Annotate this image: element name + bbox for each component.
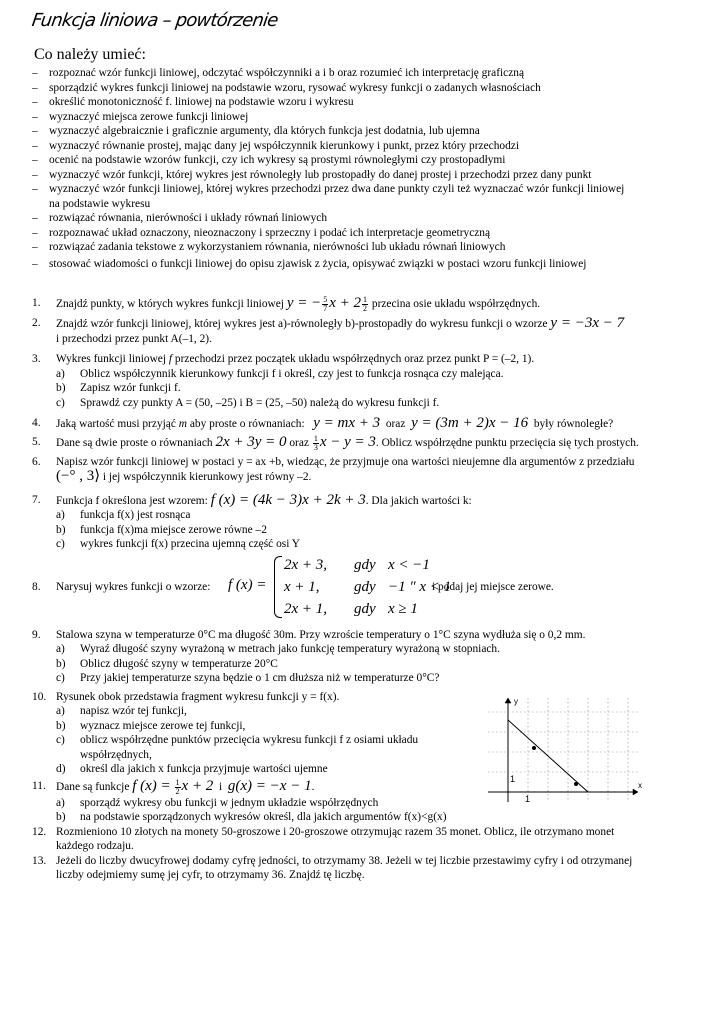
subtask: a) sporządź wykresy obu funkcji w jednym układzie współrzędnych (56, 796, 379, 809)
subtask: b) Zapisz wzór funkcji f. (56, 382, 181, 394)
subtask: współrzędnych, (80, 748, 152, 761)
task-9: 9. Stalowa szyna w temperaturze 0°C ma długość 30m. Przy wzroście temperatury o 1°C szyna wydłuża się o 0,2 mm. a) Wyraź długość szyny wyrażoną w metrach jako funkcję temperatury wyrażoną w stopniach. b) Oblicz długość szyny w temperaturze 20°C c) Przy jakiej temperaturze szyna będzie o 1 cm dłuższa niż w temperaturze 0°C? (32, 628, 692, 686)
x-tick-label: 1 (525, 794, 531, 804)
x-axis-label: x (638, 781, 642, 790)
subtask: d) określ dla jakich x funkcja przyjmuje wartości ujemne (56, 763, 328, 775)
task-3: 3. Wykres funkcji liniowej f przechodzi przez początek układu współrzędnych oraz przez punkt P = (–2, 1). a) Oblicz współczynnik kierunkowy funkcji f i określ, czy jest to funkcja rosnąca czy malejąca. b) Zapisz wzór funkcji f. c) Sprawdź czy punkty A = (50, –25) i B = (25, –50) należą do wykresu funkcji f. (32, 352, 692, 410)
task-12: 12. Rozmieniono 10 złotych na monety 50-groszowe i 20-groszowe otrzymując razem 35 monet. Oblicz, ile otrzymano monet każdego rodzaju. (32, 825, 615, 852)
skills-heading: Co należy umieć: (34, 46, 146, 63)
task-6: 6. Napisz wzór funkcji liniowej w postaci y = ax +b, wiedząc, że przyjmuje ona wartości nieujemne dla argumentów z przedziału (−° , 3⟩ i jej współczynnik kierunkowy jest równy –2. (32, 455, 635, 484)
subtask: a) Oblicz współczynnik kierunkowy funkcji f i określ, czy jest to funkcja rosnąca czy malejąca. (56, 367, 504, 380)
task-11: 11. Dane są funkcje f (x) = $\frac{1}{2}$ x + 2 i g(x) = −x − 1. a) sporządź wykresy obu funkcji w jednym układzie współrzędnych b) na podstawie sporządzonych wykresów określ, dla jakich argumentów f(x)<g(x) (32, 779, 692, 825)
y-axis-label: y (514, 697, 518, 706)
skill-item: – określić monotoniczność f. liniowej na podstawie wzoru i wykresu (32, 96, 354, 108)
skill-item: – sporządzić wykres funkcji liniowej na podstawie wzoru, rysować wykresy funkcji o zadanych własnościach (32, 81, 541, 94)
graph-point (532, 746, 536, 750)
subtask: a) napisz wzór tej funkcji, (56, 705, 187, 717)
skill-item: – rozwiązać zadania tekstowe z wykorzystaniem równania, nierówności lub układu równań liniowych (32, 241, 506, 253)
subtask: b) funkcja f(x)ma miejsce zerowe równe –2 (56, 523, 267, 536)
subtask: c) wykres funkcji f(x) przecina ujemną część osi Y (56, 538, 301, 550)
skill-item: – wyznaczyć algebraicznie i graficznie argumenty, dla których funkcja jest dodatnia, lub ujemna (32, 125, 480, 137)
task-7: 7. Funkcja f określona jest wzorem: f (x) = (4k − 3)x + 2k + 3. Dla jakich wartości k: a) funkcja f(x) jest rosnąca b) funkcja f(x)ma miejsce zerowe równe –2 c) wykres funkcji f(x) przecina ujemną część osi Y (32, 493, 692, 552)
y-tick-label: 1 (510, 774, 516, 784)
subtask: c) Przy jakiej temperaturze szyna będzie o 1 cm dłuższa niż w temperaturze 0°C? (56, 672, 440, 684)
skill-item: – wyznaczyć miejsca zerowe funkcji liniowej (32, 110, 249, 123)
task-1: 1. Znajdź punkty, w których wykres funkcji liniowej y = − $\frac{5}{7}$ x + 2 $\frac{1}{2}$ przecina osie układu współrzędnych. (32, 295, 541, 313)
skill-item: – rozwiązać równania, nierówności i układy równań liniowych (32, 212, 328, 224)
task-8: 8. Narysuj wykres funkcji o wzorze: f (x) = 2x + 3, gdy x < −1 x + 1, gdy −1 ″ x < 1 2x + 1, gdy x ≥ 1 i podaj jej miejsce zerowe. (32, 554, 692, 622)
subtask: b) Oblicz długość szyny w temperaturze 20°C (56, 657, 278, 670)
piecewise-cases: 2x + 3, gdy x < −1 x + 1, gdy −1 ″ x < 1 2x + 1, gdy x ≥ 1 (274, 554, 451, 620)
task-4: 4. Jaką wartość musi przyjąć m aby proste o równaniach: y = mx + 3 oraz y = (3m + 2)x − 16 były równoległe? (32, 415, 614, 431)
subtask: c) oblicz współrzędne punktów przecięcia wykresu funkcji f z osiami układu (56, 734, 419, 746)
task-5: 5. Dane są dwie proste o równaniach 2x + 3y = 0 oraz $\frac{1}{3}$ x − y = 3. Oblicz współrzędne punktu przecięcia się tych prostych. (32, 433, 639, 452)
task-10: 10. Rysunek obok przedstawia fragment wykresu funkcji y = f(x). a) napisz wzór tej funkcji, b) wyznacz miejsce zerowe tej funkcji, c) oblicz współrzędne punktów przecięcia wykresu funkcji f z osiami układu współrzędnych, d) określ dla jakich x funkcja przyjmuje wartości ujemne (32, 690, 692, 777)
graph-point (574, 782, 578, 786)
skill-item: – wyznaczyć równanie prostej, mając dany jej współczynnik kierunkowy i punkt, przez który przechodzi (32, 139, 520, 152)
y-axis-arrow (505, 698, 511, 703)
skill-item: – wyznaczyć wzór funkcji, której wykres jest równoległy lub prostopadły do danej prostej i przechodzi przez dany punkt (32, 168, 592, 181)
task-13: 13. Jeżeli do liczby dwucyfrowej dodamy cyfrę jedności, to otrzymamy 38. Jeżeli w tej liczbie przestawimy cyfry i od otrzymanej liczby odejmiemy sumę jej cyfr, to otrzymamy 36. Znajdź tę liczbę. (32, 854, 633, 881)
subtask: a) funkcja f(x) jest rosnąca (56, 509, 191, 521)
subtask: a) Wyraź długość szyny wyrażoną w metrach jako funkcję temperatury wyrażoną w stopniach. (56, 643, 500, 655)
subtask: b) na podstawie sporządzonych wykresów określ, dla jakich argumentów f(x)<g(x) (56, 811, 447, 823)
skill-item: – wyznaczyć wzór funkcji liniowej, której wykres przechodzi przez dwa dane punkty czyli też wyznaczać wzór funkcji liniowej na podstawie wykresu (32, 183, 625, 210)
subtask: b) wyznacz miejsce zerowe tej funkcji, (56, 719, 246, 732)
skill-item: – rozpoznawać układ oznaczony, nieoznaczony i sprzeczny i podać ich interpretacje geometryczną (32, 226, 491, 239)
skills-list (32, 66, 692, 271)
skill-item: – stosować wiadomości o funkcji liniowej do opisu zjawisk z życia, opisywać związki w postaci wzoru funkcji liniowej (32, 257, 587, 270)
page-title: Funkcja liniowa – powtórzenie (30, 10, 280, 31)
function-graph (478, 696, 648, 806)
subtask: c) Sprawdź czy punkty A = (50, –25) i B = (25, –50) należą do wykresu funkcji f. (56, 396, 440, 409)
skill-item: – ocenić na podstawie wzorów funkcji, czy ich wykresy są prostymi równoległymi czy prostopadłymi (32, 154, 506, 166)
graph-grid (488, 698, 638, 802)
skill-item: – rozpoznać wzór funkcji liniowej, odczytać współczynniki a i b oraz rozumieć ich interpretację graficzną (32, 67, 525, 79)
task-2: 2. Znajdź wzór funkcji liniowej, której wykres jest a)-równoległy b)-prostopadły do wykresu funkcji o wzorze y = −3x − 7 i przechodzi przez punkt A(–1, 2). (32, 315, 625, 345)
